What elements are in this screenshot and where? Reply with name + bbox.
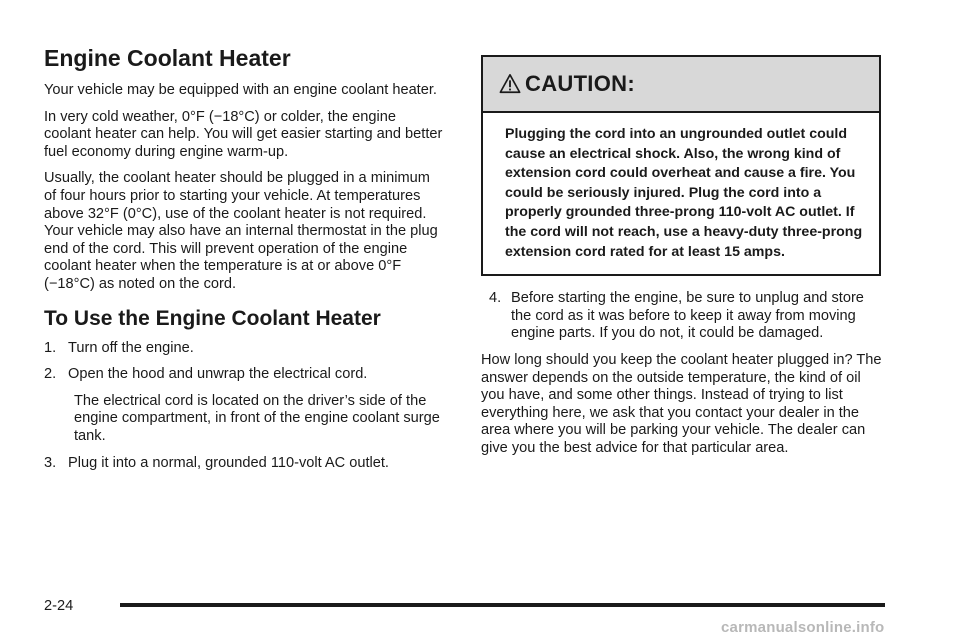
- subsection-title: To Use the Engine Coolant Heater: [44, 306, 381, 330]
- list-item: [44, 455, 444, 473]
- page-number: 2-24: [44, 598, 74, 614]
- intro-paragraph: Your vehicle may be equipped with an engine coolant heater.: [44, 82, 437, 98]
- list-item: [481, 290, 885, 343]
- step-text: Open the hood and unwrap the electrical cord.: [68, 366, 368, 383]
- right-column: [481, 55, 885, 467]
- step-number: 4.: [489, 290, 502, 307]
- step-number: 3.: [44, 454, 57, 471]
- step-number: 2.: [44, 366, 57, 383]
- step-text: Plug it into a normal, grounded 110-volt AC outlet.: [68, 454, 389, 471]
- cold-weather-paragraph: In very cold weather, 0°F (−18°C) or colder, the engine coolant heater can help. You will get easier starting and better fuel economy during engine warm-up.: [44, 108, 443, 160]
- caution-box: [481, 55, 881, 276]
- step-text: Turn off the engine.: [68, 339, 194, 356]
- duration-paragraph: How long should you keep the coolant heater plugged in? The answer depends on the outside temperature, the kind of oil you have, and some other things. Instead of trying to list everything here, we ask that you contact your dealer in the area where you will be parking your vehicle. The dealer can give you the best advice for that particular area.: [481, 351, 882, 456]
- left-column: [44, 44, 444, 481]
- steps-list: [44, 340, 444, 473]
- caution-text: Plugging the cord into an ungrounded outlet could cause an electrical shock. Also, the wrong kind of extension cord could overheat and cause a fire. You could be seriously injured. Plug the cord into a properly grounded three-prong 110-volt AC outlet. If the cord will not reach, use a heavy-duty three-prong extension cord rated for at least 15 amps.: [505, 126, 863, 260]
- footer-divider: [120, 603, 885, 607]
- section-title: Engine Coolant Heater: [44, 45, 291, 71]
- step-text: Before starting the engine, be sure to unplug and store the cord as it was before to keep it away from moving engine parts. If you do not, it could be damaged.: [511, 290, 864, 342]
- usage-paragraph: Usually, the coolant heater should be plugged in a minimum of four hours prior to starting your vehicle. At temperatures above 32°F (0°C), use of the coolant heater is not required. Your vehicle may also have an internal thermostat in the plug end of the cord. This will prevent operation of the engine coolant heater when the temperature is at or above 0°F (−18°C) as noted on the cord.: [44, 170, 438, 292]
- step-note: The electrical cord is located on the driver’s side of the engine compartment, in front of the engine coolant surge tank.: [74, 392, 440, 444]
- caution-title: CAUTION:: [525, 71, 635, 96]
- caution-header: [483, 57, 879, 113]
- list-item: [44, 366, 444, 445]
- list-item: [44, 340, 444, 358]
- caution-triangle-icon: [499, 73, 521, 95]
- watermark: carmanualsonline.info: [721, 619, 885, 636]
- step-number: 1.: [44, 339, 57, 356]
- steps-list-continued: [481, 290, 885, 343]
